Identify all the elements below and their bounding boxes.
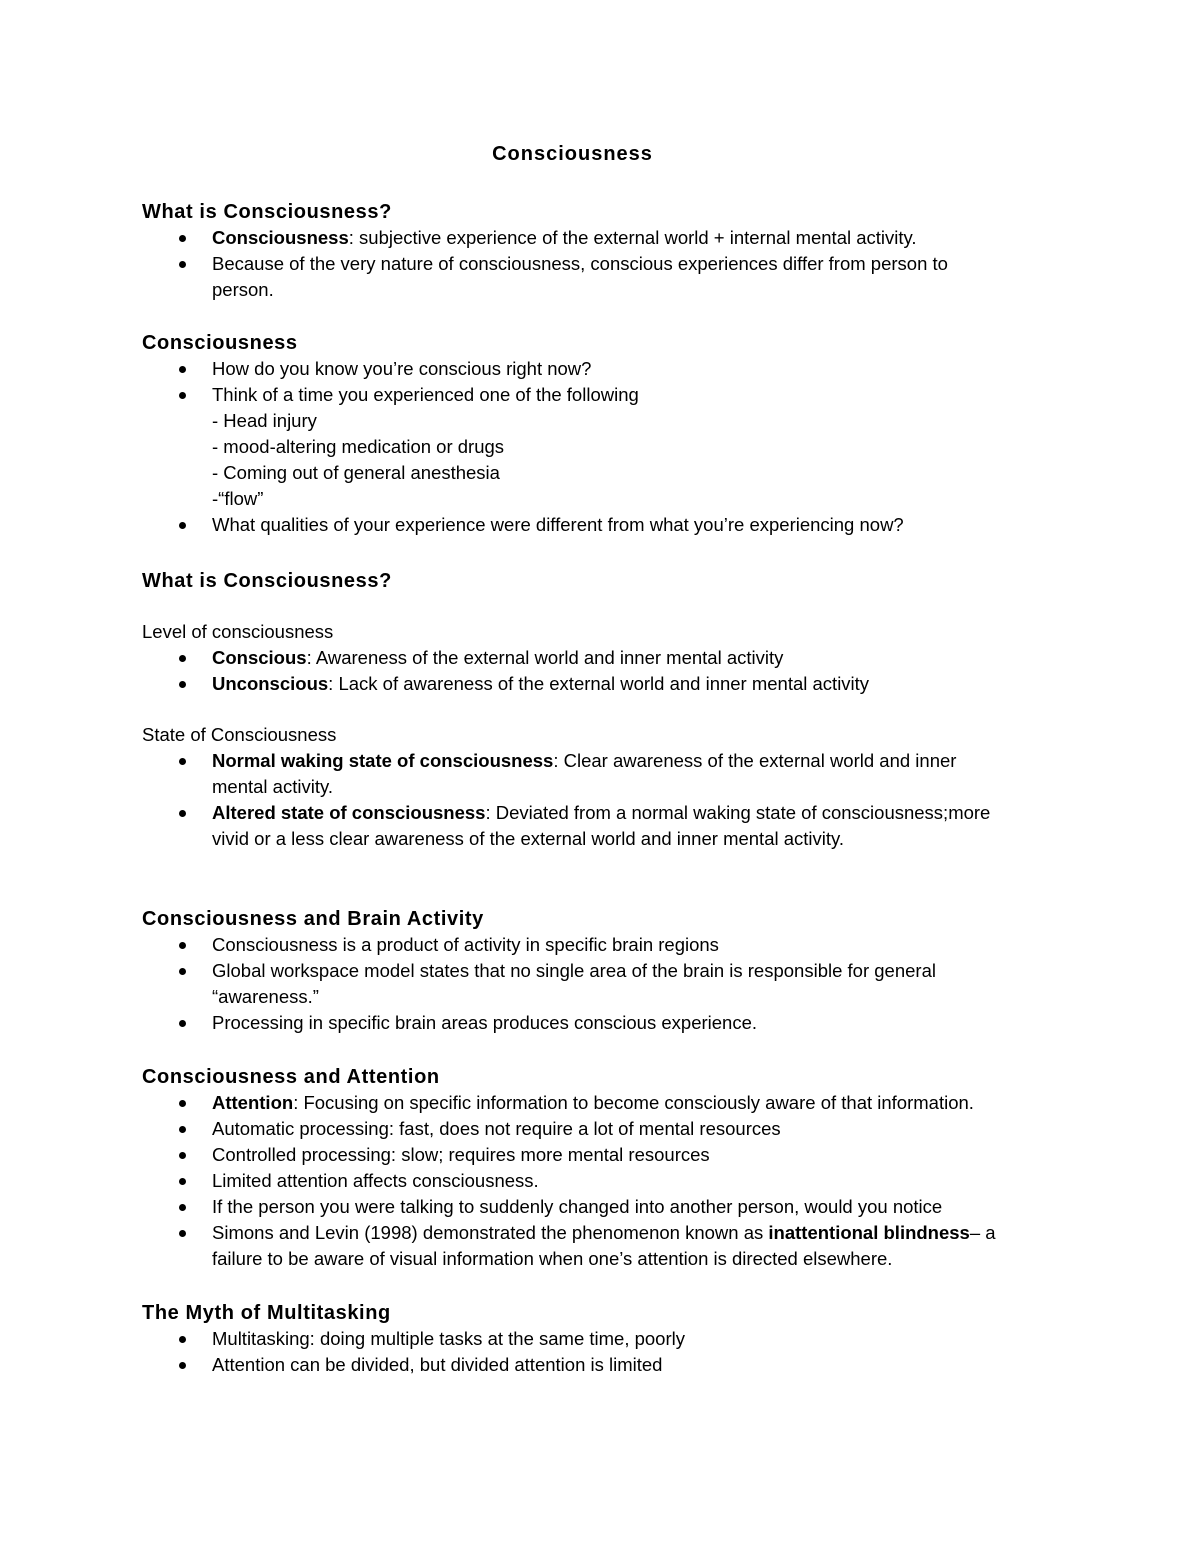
item-text: Simons and Levin (1998) demonstrated the phenomenon known as bbox=[212, 1222, 769, 1243]
bullet-list bbox=[142, 748, 1062, 852]
list-item bbox=[142, 671, 1062, 697]
list-item bbox=[142, 1010, 1062, 1036]
definition: : Clear awareness of the external world and inner bbox=[553, 750, 957, 771]
bullet-icon bbox=[179, 1178, 186, 1185]
text-line: Think of a time you experienced one of the following bbox=[212, 384, 639, 405]
text-line: vivid or a less clear awareness of the external world and inner mental activity. bbox=[212, 828, 845, 849]
item-text: – a bbox=[969, 1222, 996, 1243]
bullet-list bbox=[142, 356, 1062, 538]
list-item bbox=[142, 1116, 1062, 1142]
item-text: If the person you were talking to suddenly changed into another person, would you notice bbox=[212, 1196, 943, 1217]
text-line: mental activity. bbox=[212, 776, 333, 797]
bullet-icon bbox=[179, 1152, 186, 1159]
bullet-icon bbox=[179, 261, 186, 268]
text-line: “awareness.” bbox=[212, 986, 319, 1007]
item-text: Controlled processing: slow; requires more mental resources bbox=[212, 1144, 710, 1165]
term: Consciousness bbox=[212, 227, 349, 248]
bullet-icon bbox=[179, 968, 186, 975]
list-item bbox=[142, 748, 1062, 800]
term: Normal waking state of consciousness bbox=[212, 750, 554, 771]
list-item bbox=[142, 1142, 1062, 1168]
list-item bbox=[142, 800, 1062, 852]
subheading-level: Level of consciousness bbox=[142, 621, 334, 642]
text-line: Global workspace model states that no single area of the brain is responsible for general bbox=[212, 960, 936, 981]
bullet-icon bbox=[179, 810, 186, 817]
bullet-icon bbox=[179, 522, 186, 529]
bullet-icon bbox=[179, 1230, 186, 1237]
sub-item: - mood-altering medication or drugs bbox=[212, 436, 505, 457]
bullet-list bbox=[142, 645, 1062, 697]
list-item bbox=[142, 382, 1062, 512]
bullet-icon bbox=[179, 1126, 186, 1133]
list-item bbox=[142, 1326, 1062, 1352]
bullet-icon bbox=[179, 1362, 186, 1369]
item-text: Attention can be divided, but divided attention is limited bbox=[212, 1354, 663, 1375]
text-line: failure to be aware of visual information when one’s attention is directed elsewhere. bbox=[212, 1248, 893, 1269]
list-item bbox=[142, 1220, 1062, 1272]
bullet-list bbox=[142, 1090, 1062, 1272]
definition: : subjective experience of the external world + internal mental activity. bbox=[348, 227, 917, 248]
subheading-state: State of Consciousness bbox=[142, 724, 337, 745]
term: Conscious bbox=[212, 647, 307, 668]
bullet-icon bbox=[179, 758, 186, 765]
list-item bbox=[142, 356, 1062, 382]
section-heading: Consciousness and Brain Activity bbox=[142, 908, 484, 930]
bullet-icon bbox=[179, 392, 186, 399]
section-multitasking bbox=[142, 1300, 1062, 1378]
term: Unconscious bbox=[212, 673, 329, 694]
bullet-icon bbox=[179, 681, 186, 688]
section-brain-activity bbox=[142, 906, 1062, 1036]
text-line: Because of the very nature of consciousness, conscious experiences differ from person to bbox=[212, 253, 948, 274]
item-text: Consciousness is a product of activity in specific brain regions bbox=[212, 934, 719, 955]
section-consciousness bbox=[142, 330, 1062, 538]
section-heading: What is Consciousness? bbox=[142, 201, 392, 223]
definition: : Focusing on specific information to become consciously aware of that information. bbox=[293, 1092, 974, 1113]
section-attention bbox=[142, 1064, 1062, 1272]
bullet-icon bbox=[179, 366, 186, 373]
sub-item: - Head injury bbox=[212, 410, 317, 431]
list-item bbox=[142, 1168, 1062, 1194]
term: Altered state of consciousness bbox=[212, 802, 486, 823]
term: inattentional blindness bbox=[768, 1222, 970, 1243]
bullet-icon bbox=[179, 655, 186, 662]
list-item bbox=[142, 958, 1062, 1010]
item-text: How do you know you’re conscious right now? bbox=[212, 358, 592, 379]
item-text: Automatic processing: fast, does not require a lot of mental resources bbox=[212, 1118, 781, 1139]
section-levels-and-states bbox=[142, 568, 1062, 852]
sub-item: -“flow” bbox=[212, 488, 264, 509]
item-text: Multitasking: doing multiple tasks at the same time, poorly bbox=[212, 1328, 685, 1349]
document-title: Consciousness bbox=[492, 143, 653, 165]
bullet-list bbox=[142, 1326, 1062, 1378]
list-item bbox=[142, 512, 1062, 538]
term: Attention bbox=[212, 1092, 294, 1113]
section-heading: What is Consciousness? bbox=[142, 570, 392, 592]
text-line: person. bbox=[212, 279, 274, 300]
item-text: Processing in specific brain areas produces conscious experience. bbox=[212, 1012, 758, 1033]
section-what-is-consciousness bbox=[142, 199, 1062, 303]
definition: : Awareness of the external world and inner mental activity bbox=[306, 647, 784, 668]
bullet-icon bbox=[179, 1100, 186, 1107]
list-item bbox=[142, 251, 1062, 303]
list-item bbox=[142, 645, 1062, 671]
item-text: Limited attention affects consciousness. bbox=[212, 1170, 539, 1191]
list-item bbox=[142, 1090, 1062, 1116]
list-item bbox=[142, 1194, 1062, 1220]
list-item bbox=[142, 932, 1062, 958]
section-heading: Consciousness bbox=[142, 332, 298, 354]
bullet-icon bbox=[179, 1020, 186, 1027]
bullet-icon bbox=[179, 942, 186, 949]
bullet-icon bbox=[179, 235, 186, 242]
sub-item: - Coming out of general anesthesia bbox=[212, 462, 500, 483]
section-heading: The Myth of Multitasking bbox=[142, 1302, 391, 1324]
definition: : Lack of awareness of the external world and inner mental activity bbox=[328, 673, 870, 694]
bullet-icon bbox=[179, 1336, 186, 1343]
list-item bbox=[142, 225, 1062, 251]
item-text: What qualities of your experience were different from what you’re experiencing now? bbox=[212, 514, 904, 535]
bullet-icon bbox=[179, 1204, 186, 1211]
list-item bbox=[142, 1352, 1062, 1378]
definition: : Deviated from a normal waking state of consciousness;more bbox=[485, 802, 991, 823]
bullet-list bbox=[142, 225, 1062, 303]
section-heading: Consciousness and Attention bbox=[142, 1066, 440, 1088]
bullet-list bbox=[142, 932, 1062, 1036]
